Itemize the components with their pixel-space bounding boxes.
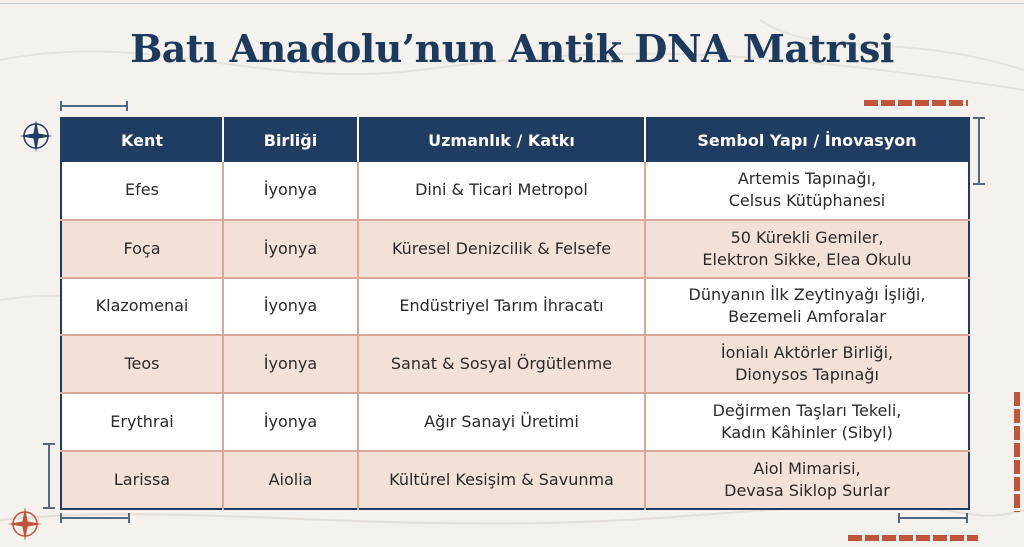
scale-ruler-icon xyxy=(1014,392,1020,512)
cell-kent: Efes xyxy=(61,162,223,220)
dna-matrix-table-container xyxy=(60,117,968,507)
dimension-arrow-icon xyxy=(60,100,128,112)
cell-birlik: Aiolia xyxy=(223,451,358,509)
cell-sembol-line-1: Aiol Mimarisi, xyxy=(753,458,861,478)
cell-sembol-line-1: Artemis Tapınağı, xyxy=(737,169,877,189)
compass-rose-icon xyxy=(6,505,44,543)
cell-birlik: İyonya xyxy=(223,220,358,278)
column-header-sembol: Sembol Yapı / İnovasyon xyxy=(645,118,969,162)
dna-matrix-table xyxy=(60,117,970,510)
cell-uzmanlik: Ağır Sanayi Üretimi xyxy=(358,393,645,451)
table-row xyxy=(61,393,969,451)
cell-uzmanlik: Sanat & Sosyal Örgütlenme xyxy=(358,335,645,393)
table-row xyxy=(61,220,969,278)
column-header-birlik: Birliği xyxy=(223,118,358,162)
table-header-row xyxy=(61,118,969,162)
cell-kent: Larissa xyxy=(61,451,223,509)
cell-sembol xyxy=(645,393,969,451)
cell-uzmanlik: Kültürel Kesişim & Savunma xyxy=(358,451,645,509)
cell-birlik: İyonya xyxy=(223,335,358,393)
cell-sembol-line-1: İonialı Aktörler Birliği, xyxy=(720,343,894,363)
column-header-kent: Kent xyxy=(61,118,223,162)
table-row xyxy=(61,451,969,509)
cell-kent: Klazomenai xyxy=(61,278,223,336)
cell-kent: Foça xyxy=(61,220,223,278)
cell-birlik: İyonya xyxy=(223,278,358,336)
cell-kent: Teos xyxy=(61,335,223,393)
dimension-arrow-icon xyxy=(972,117,986,185)
cell-uzmanlik: Endüstriyel Tarım İhracatı xyxy=(358,278,645,336)
cell-sembol-line-1: Değirmen Taşları Tekeli, xyxy=(712,401,902,421)
page-title: Batı Anadolu’nun Antik DNA Matrisi xyxy=(130,26,894,71)
cell-uzmanlik: Küresel Denizcilik & Felsefe xyxy=(358,220,645,278)
scale-ruler-icon xyxy=(848,535,978,541)
dimension-arrow-icon xyxy=(60,512,130,524)
cell-sembol-line-2: Devasa Siklop Surlar xyxy=(724,480,890,500)
table-row xyxy=(61,162,969,220)
cell-uzmanlik: Dini & Ticari Metropol xyxy=(358,162,645,220)
dimension-arrow-icon xyxy=(898,512,968,524)
cell-sembol-line-2: Kadın Kâhinler (Sibyl) xyxy=(721,423,893,443)
cell-sembol xyxy=(645,278,969,336)
cell-sembol-line-2: Dionysos Tapınağı xyxy=(735,365,879,385)
cell-sembol-line-2: Elektron Sikke, Elea Okulu xyxy=(702,249,912,269)
table-row xyxy=(61,335,969,393)
cell-sembol-line-2: Celsus Kütüphanesi xyxy=(728,191,886,211)
dimension-arrow-icon xyxy=(42,443,56,509)
cell-sembol-line-1: 50 Kürekli Gemiler, xyxy=(730,227,884,247)
cell-sembol xyxy=(645,220,969,278)
cell-sembol xyxy=(645,162,969,220)
top-frame-line xyxy=(0,3,1024,4)
compass-rose-icon xyxy=(18,118,54,154)
cell-sembol-line-2: Bezemeli Amforalar xyxy=(728,307,886,327)
cell-sembol xyxy=(645,451,969,509)
cell-kent: Erythrai xyxy=(61,393,223,451)
column-header-uzmanlik: Uzmanlık / Katkı xyxy=(358,118,645,162)
cell-birlik: İyonya xyxy=(223,162,358,220)
cell-birlik: İyonya xyxy=(223,393,358,451)
cell-sembol-line-1: Dünyanın İlk Zeytinyağı İşliği, xyxy=(688,285,926,305)
table-row xyxy=(61,278,969,336)
scale-ruler-icon xyxy=(864,100,968,106)
cell-sembol xyxy=(645,335,969,393)
